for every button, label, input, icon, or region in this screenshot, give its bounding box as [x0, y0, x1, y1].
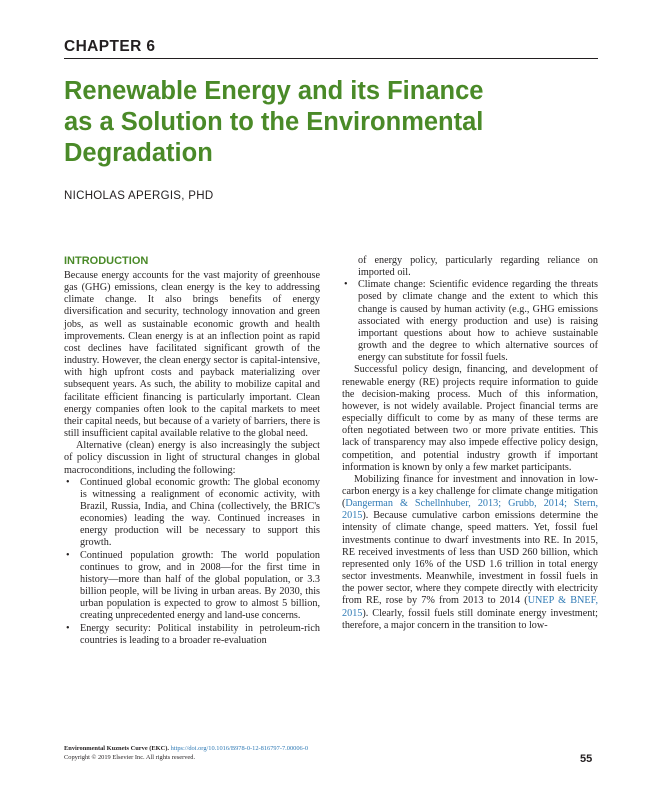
bullet-energy-security-continued: of energy policy, particularly regarding reliance on imported oil.: [358, 255, 598, 279]
footer-copyright: Copyright © 2019 Elsevier Inc. All rights reserved.: [64, 753, 196, 761]
paragraph-4-text-b: ). Because cumulative carbon emissions determine the intensity of climate change, speed matters. Yet, fossil fuel investments continue to dwarf investments into RE. In 2015, RE received investments of less than USD 260 billion, which represented only 16% of the USD 1.6 trillion in total energy sector investments. Meanwhile, investment in fossil fuels in the power sector, where they compete directly with electricity from RE, rose by 7% from 2013 to 2014 (: [342, 510, 598, 607]
bullet-energy-security: • Energy security: Political instability in petroleum-rich countries is leading to a broader re-evaluation: [64, 623, 320, 647]
bullet-list: [64, 477, 320, 647]
chapter-title: [64, 76, 584, 169]
paragraph-4: [342, 474, 598, 632]
author-name: NICHOLAS APERGIS, PHD: [64, 190, 214, 202]
footer-book-title: Environmental Kuznets Curve (EKC).: [64, 745, 169, 752]
title-line-2: as a Solution to the Environmental: [64, 108, 484, 136]
paragraph-1: Because energy accounts for the vast majority of greenhouse gas (GHG) emissions, clean energy is the key to addressing climate change. It also brings benefits of energy diversification and security, technology innovation and green jobs, as well as sustainable economic growth and health improvements. Clean energy is at an inflection point as rapid cost declines have facilitated significant growth of the industry. However, the clean energy sector is capital-intensive, with high upfront costs and payback materializing over subsequent years. As such, the ability to mobilize capital and facilitate efficient financing is particularly important. Clean energy companies often look to the capital markets to meet their capital needs, but because of a variety of barriers, there is still insufficient capital available relative to the global need.: [64, 270, 320, 440]
footer: [64, 745, 308, 762]
paragraph-2: Alternative (clean) energy is also increasingly the subject of policy discussion in light of structural changes in global macroconditions, including the following:: [64, 440, 320, 476]
paragraph-4-text-c: ). Clearly, fossil fuels still dominate energy investment; therefore, a major concern in the transition to low-: [342, 607, 598, 631]
right-column: [342, 255, 598, 632]
title-line-1: Renewable Energy and its Finance: [64, 77, 484, 105]
left-column: [64, 255, 320, 647]
paragraph-3: Successful policy design, financing, and development of renewable energy (RE) projects require information to guide the decision-making process. Much of this information, however, is not widely available. Project financial terms are especially difficult to come by as many of these terms are often negotiated between two or more private entities. This lack of transparency may also impede effective policy design, competition, and potential industry growth if important information is known by only a few market participants.: [342, 364, 598, 473]
bullet-climate-change: • Climate change: Scientific evidence regarding the threats posed by climate change and the extent to which this change is caused by human activity (e.g., GHG emissions associated with energy production and use) is raising important questions about how to achieve sustainable growth and the degree to which alternative sources of energy can substitute for fossil fuels.: [342, 279, 598, 364]
page-number: 55: [580, 753, 593, 765]
citation-link-2[interactable]: UNEP & BNEF, 2015: [342, 595, 599, 619]
title-line-3: Degradation: [64, 139, 213, 167]
doi-link[interactable]: https://doi.org/10.1016/B978-0-12-816797-7.00006-0: [170, 745, 309, 752]
bullet-population-growth: • Continued population growth: The world population continues to grow, and in 2008—for the first time in history—more than half of the global population, or 3.3 billion people, will be living in urban areas. By 2030, this urban population is expected to grow to almost 5 billion, creating unprecedented energy and land-use concerns.: [64, 550, 320, 623]
footer-book-line: [64, 745, 308, 754]
citation-link-1[interactable]: Dangerman & Schellnhuber, 2013; Grubb, 2014; Stern, 2015: [342, 498, 598, 522]
section-heading-introduction: INTRODUCTION: [64, 255, 149, 267]
bullet-economic-growth: • Continued global economic growth: The global economy is witnessing a realignment of economic activity, with Brazil, Russia, India, and China (collectively, the BRIC's economies) leading the way. Continued increases in energy production will be necessary to support this growth.: [64, 477, 320, 550]
chapter-rule: [64, 58, 598, 59]
paragraph-4-text-a: Mobilizing finance for investment and innovation in low-carbon energy is a key challenge for climate change mitigation (: [342, 473, 598, 510]
bullet-list-continued: [342, 279, 598, 364]
chapter-label: CHAPTER 6: [64, 38, 156, 55]
